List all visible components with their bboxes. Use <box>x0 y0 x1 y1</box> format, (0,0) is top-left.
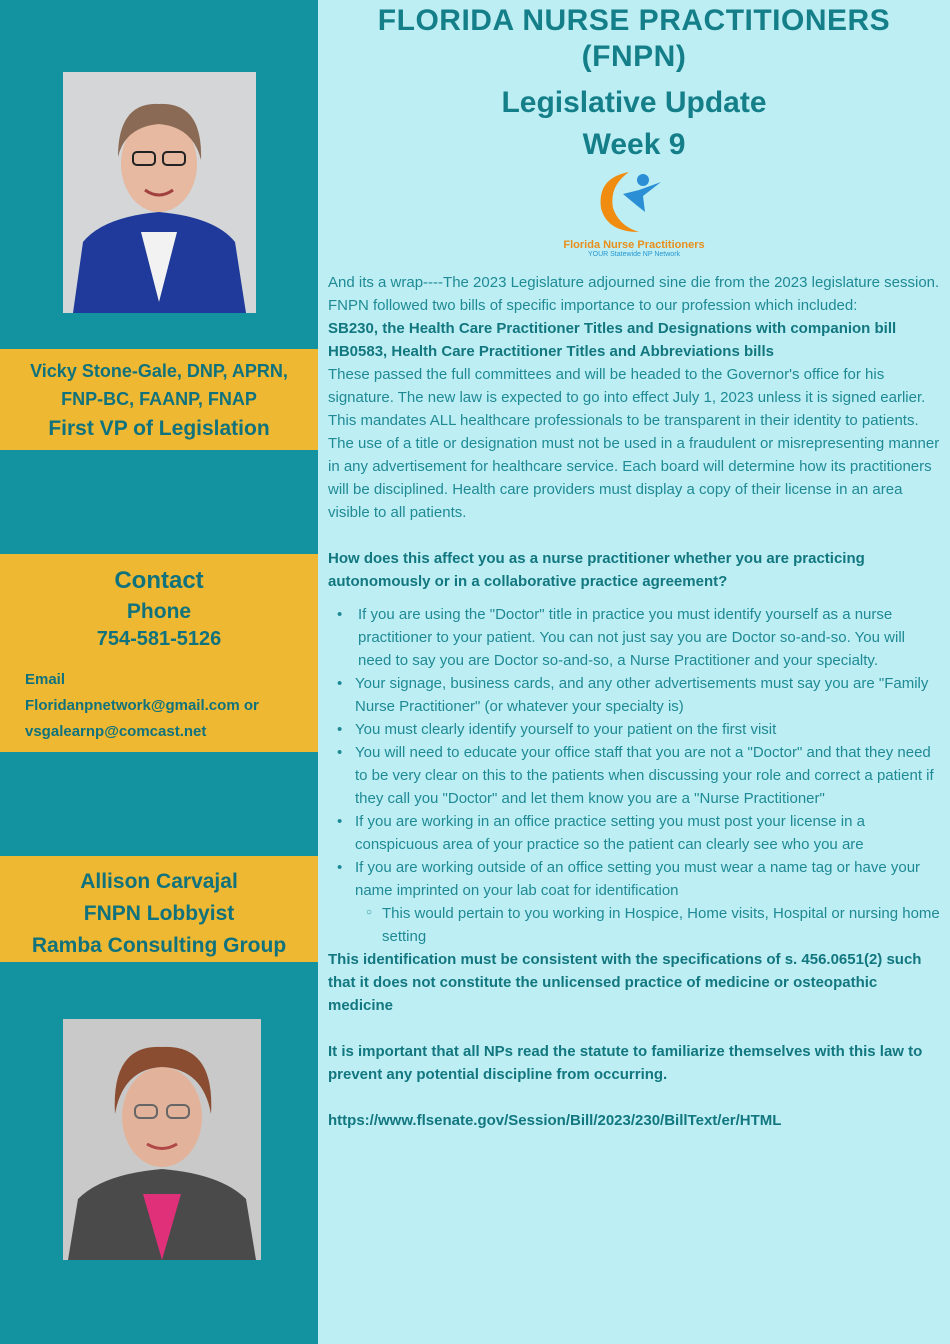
contact-heading: Contact <box>114 567 204 594</box>
vicky-name-line2: FNP-BC, FAANP, FNAP <box>61 389 257 409</box>
page-title-line2: (FNPN) <box>581 40 687 73</box>
question-heading: How does this affect you as a nurse practitioner whether you are practicing autonomously or in a collaborative practice agreement? <box>328 550 865 590</box>
logo-name: Florida Nurse Practitioners <box>563 239 705 251</box>
vicky-title: First VP of Legislation <box>48 417 270 440</box>
allison-info-box <box>0 856 318 962</box>
bill-title: SB230, the Health Care Practitioner Titles and Designations with companion bill HB0583, Health Care Practitioner Titles and Abbreviations bills <box>328 320 897 360</box>
fnpn-logo-icon <box>589 166 679 238</box>
allison-role: FNPN Lobbyist <box>83 902 235 925</box>
fnpn-logo <box>328 166 940 276</box>
allison-portrait-image <box>63 1019 261 1260</box>
main-content <box>328 0 940 1132</box>
email-line2: vsgalearnp@comcast.net <box>25 723 207 740</box>
vicky-info-box <box>0 349 318 450</box>
statute-link[interactable]: https://www.flsenate.gov/Session/Bill/2023/230/BillText/er/HTML <box>328 1112 782 1129</box>
contact-box <box>0 554 318 752</box>
phone-number: 754-581-5126 <box>96 628 222 650</box>
list-item: • Your signage, business cards, and any other advertisements must say you are "Family Nurse Practitioner" (or whatever your specialty is) <box>355 672 940 718</box>
vicky-name-line1: Vicky Stone-Gale, DNP, APRN, <box>30 361 288 381</box>
intro-paragraph-2: FNPN followed two bills of specific importance to our profession which included: <box>328 297 858 314</box>
sub-list <box>355 902 940 948</box>
email-label: Email <box>25 671 66 688</box>
page-subtitle: Legislative Update <box>501 86 767 119</box>
header <box>328 0 940 162</box>
list-item-text: If you are working outside of an office setting you must wear a name tag or have your name imprinted on your lab coat for identification <box>355 859 921 899</box>
page-title-line1: FLORIDA NURSE PRACTITIONERS <box>377 4 891 37</box>
email-line1: Floridanpnetwork@gmail.com or <box>25 697 259 714</box>
list-item: • You must clearly identify yourself to your patient on the first visit <box>355 718 940 741</box>
intro-paragraph-1: And its a wrap----The 2023 Legislature adjourned sine die from the 2023 legislature session. <box>328 274 940 291</box>
logo-tagline: YOUR Statewide NP Network <box>587 251 681 258</box>
list-item: • If you are using the "Doctor" title in practice you must identify yourself as a nurse practitioner to your patient. You can not just say you are Doctor so-and-so. You will need to say you are Doctor so-and-so, a Nurse Practitioner and your specialty. <box>355 603 940 672</box>
allison-name: Allison Carvajal <box>80 870 238 893</box>
list-item: • If you are working in an office practice setting you must post your license in a conspicuous area of your practice so the patient can clearly see who you are <box>355 810 940 856</box>
allison-org: Ramba Consulting Group <box>31 934 287 957</box>
article-body <box>328 271 940 1132</box>
allison-photo <box>63 1019 261 1260</box>
important-paragraph: It is important that all NPs read the statute to familiarize themselves with this law to prevent any potential discipline from occurring. <box>328 1043 923 1083</box>
week-label: Week 9 <box>582 128 686 161</box>
phone-label: Phone <box>126 600 192 623</box>
sub-list-item: ○ This would pertain to you working in Hospice, Home visits, Hospital or nursing home setting <box>382 902 940 948</box>
list-item <box>355 856 940 948</box>
vicky-portrait-image <box>63 72 256 313</box>
requirements-list <box>328 603 940 948</box>
consistency-paragraph: This identification must be consistent with the specifications of s. 456.0651(2) such that it does not constitute the unlicensed practice of medicine or osteopathic medicine <box>328 951 922 1014</box>
list-item: • You will need to educate your office staff that you are not a "Doctor" and that they need to be very clear on this to the patients when discussing your role and correct a patient if they call you "Doctor" and let them know you are a "Nurse Practitioner" <box>355 741 940 810</box>
vicky-photo <box>63 72 256 313</box>
summary-paragraph: These passed the full committees and will be headed to the Governor's office for his signature. The new law is expected to go into effect July 1, 2023 unless it is signed earlier. This mandates ALL healthcare professionals to be transparent in their identity to patients. The use of a title or designation must not be used in a fraudulent or misrepresenting manner in any advertisement for healthcare service. Each board will determine how its practitioners will be disciplined. Health care providers must display a copy of their license in an area visible to all patients. <box>328 366 940 521</box>
